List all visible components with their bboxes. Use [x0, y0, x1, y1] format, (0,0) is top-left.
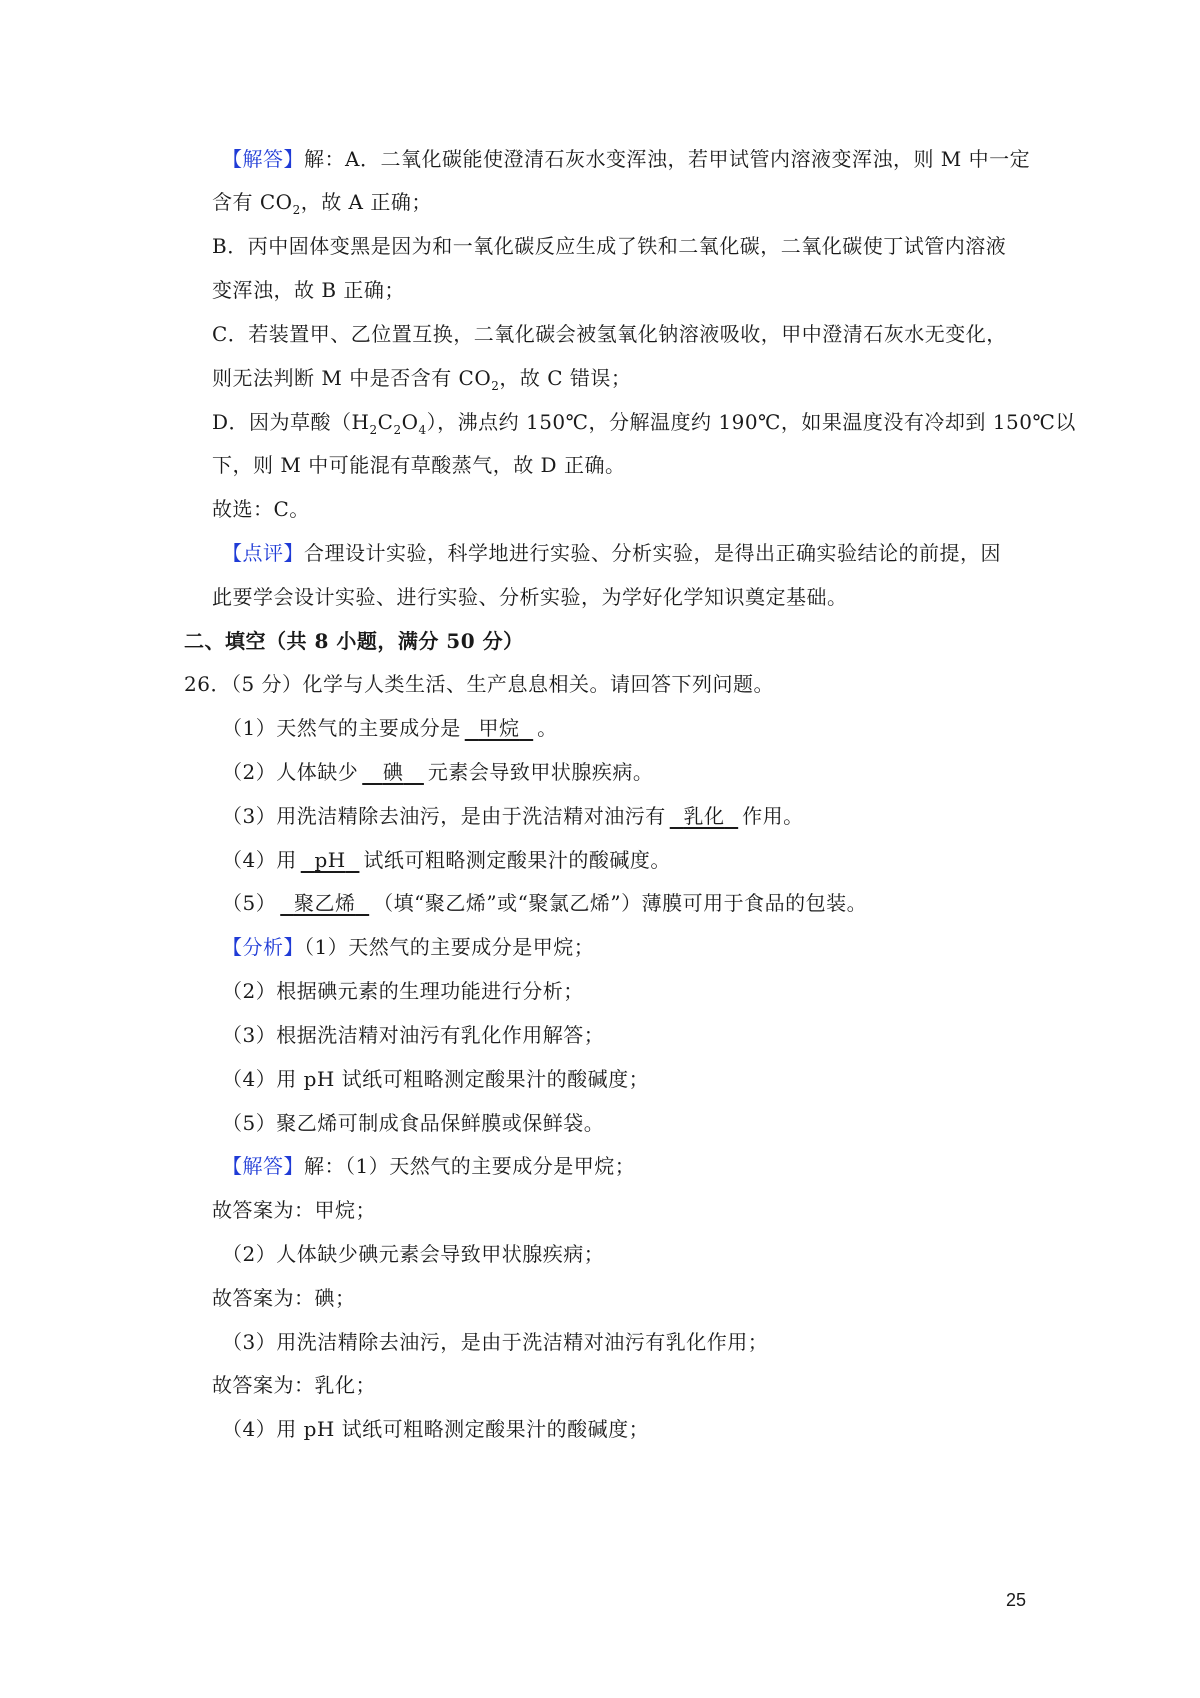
- answer-a-line-d2: 下，则 M 中可能混有草酸蒸气，故 D 正确。: [212, 453, 626, 477]
- part-text: （4）用: [222, 848, 297, 872]
- answer-a-text-d1a: D．因为草酸（H: [212, 410, 370, 434]
- question-26-part-5: [222, 890, 867, 916]
- answer-blank: [358, 759, 428, 785]
- answer-b-line-6: 故答案为：乳化；: [212, 1373, 376, 1397]
- answer-blank: [461, 715, 537, 741]
- answer-a-text-2b: ，故 A 正确；: [300, 190, 432, 214]
- part-text: （填“聚乙烯”或“聚氯乙烯”）薄膜可用于食品的包装。: [373, 891, 868, 915]
- answer-b-line-7: （4）用 pH 试纸可粗略测定酸果汁的酸碱度；: [222, 1417, 650, 1441]
- answer-a-choice: 故选：C。: [212, 497, 310, 521]
- answer-a-line-b2: 变浑浊，故 B 正确；: [212, 278, 405, 302]
- blank-answer: pH: [314, 848, 346, 872]
- blank-answer: 聚乙烯: [293, 891, 356, 915]
- answer-tag: 【解答】: [222, 1154, 304, 1178]
- subscript: 2: [369, 423, 378, 437]
- answer-b-line-5: （3）用洗洁精除去油污，是由于洗洁精对油污有乳化作用；: [222, 1330, 769, 1354]
- answer-a-text-d1c: O: [401, 410, 419, 434]
- part-text: 。: [537, 716, 558, 740]
- analysis-line-2: （2）根据碘元素的生理功能进行分析；: [222, 979, 584, 1003]
- answer-a-text-d1b: C: [377, 410, 394, 434]
- answer-a-line-2: [212, 189, 432, 215]
- answer-b-line-4: 故答案为：碘；: [212, 1286, 356, 1310]
- comment-text-1: 合理设计实验，科学地进行实验、分析实验，是得出正确实验结论的前提，因: [304, 541, 1001, 565]
- part-text: （3）用洗洁精除去油污，是由于洗洁精对油污有: [222, 804, 666, 828]
- question-26-part-4: [222, 847, 671, 873]
- answer-blank: [297, 847, 364, 873]
- answer-blank: [666, 803, 742, 829]
- part-text: 试纸可粗略测定酸果汁的酸碱度。: [363, 848, 671, 872]
- answer-a-text-d1d: ），沸点约 150℃，分解温度约 190℃，如果温度没有冷却到 150℃以: [426, 410, 1076, 434]
- answer-b-line-3: （2）人体缺少碘元素会导致甲状腺疾病；: [222, 1242, 605, 1266]
- answer-tag: 【解答】: [222, 147, 304, 171]
- analysis-tag: 【分析】: [222, 935, 304, 959]
- question-26-stem: 26．（5 分）化学与人类生活、生产息息相关。请回答下列问题。: [184, 672, 775, 696]
- analysis-line-3: （3）根据洗洁精对油污有乳化作用解答；: [222, 1023, 605, 1047]
- analysis-line-1: [222, 934, 594, 960]
- blank-answer: 乳化: [683, 804, 725, 828]
- answer-a-text-c2b: ，故 C 错误；: [499, 366, 632, 390]
- question-26-part-2: [222, 759, 653, 785]
- answer-a-text-c2a: 则无法判断 M 中是否含有 CO: [212, 366, 492, 390]
- part-text: （5）: [222, 891, 277, 915]
- part-text: 元素会导致甲状腺疾病。: [427, 760, 654, 784]
- answer-a-line-b1: B．丙中固体变黑是因为和一氧化碳反应生成了铁和二氧化碳，二氧化碳使丁试管内溶液: [212, 234, 1007, 258]
- section-title: 二、填空（共 8 小题，满分 50 分）: [184, 629, 524, 653]
- answer-a-line-d1: [212, 409, 1076, 435]
- answer-b-line-2: 故答案为：甲烷；: [212, 1198, 376, 1222]
- question-26-part-3: [222, 803, 804, 829]
- answer-a-text-2a: 含有 CO: [212, 190, 293, 214]
- analysis-line-5: （5）聚乙烯可制成食品保鲜膜或保鲜袋。: [222, 1111, 605, 1135]
- comment-line-2: 此要学会设计实验、进行实验、分析实验，为学好化学知识奠定基础。: [212, 585, 848, 609]
- subscript: 2: [393, 423, 402, 437]
- answer-b-text-1: 解：（1）天然气的主要成分是甲烷；: [304, 1154, 636, 1178]
- answer-a-text-1: 解：A．二氧化碳能使澄清石灰水变浑浊，若甲试管内溶液变浑浊，则 M 中一定: [304, 147, 1031, 171]
- page-number: 25: [1006, 1590, 1027, 1610]
- comment-line-1: [222, 540, 1001, 566]
- part-text: （2）人体缺少: [222, 760, 359, 784]
- answer-blank: [276, 890, 373, 916]
- part-text: （1）天然气的主要成分是: [222, 716, 461, 740]
- blank-answer: 甲烷: [478, 716, 520, 740]
- subscript: 2: [292, 203, 301, 217]
- part-text: 作用。: [742, 804, 804, 828]
- subscript: 2: [491, 379, 500, 393]
- analysis-text-1: （1）天然气的主要成分是甲烷；: [304, 935, 595, 959]
- comment-tag: 【点评】: [222, 541, 304, 565]
- blank-answer: 碘: [382, 760, 404, 784]
- analysis-line-4: （4）用 pH 试纸可粗略测定酸果汁的酸碱度；: [222, 1067, 650, 1091]
- answer-a-line-1: [222, 146, 1030, 172]
- subscript: 4: [418, 423, 427, 437]
- answer-a-line-c2: [212, 365, 631, 391]
- question-26-part-1: [222, 715, 558, 741]
- answer-a-line-c1: C．若装置甲、乙位置互换，二氧化碳会被氢氧化钠溶液吸收，甲中澄清石灰水无变化，: [212, 322, 1007, 346]
- answer-b-line-1: [222, 1153, 635, 1179]
